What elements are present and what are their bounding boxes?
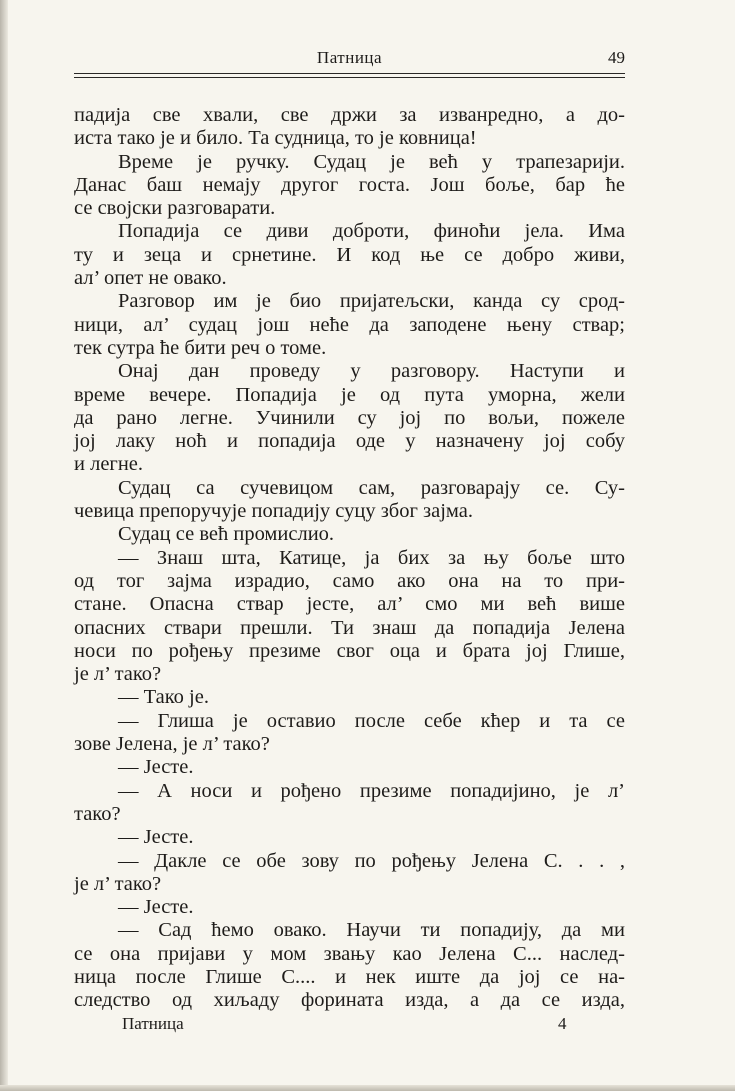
text-line: Данас баш немају другог госта. Још боље, бар ће (74, 173, 625, 196)
running-head (74, 48, 625, 70)
text-line: — Дакле се обе зову по рођењу Јелена С. . . , (118, 849, 625, 872)
text-line: падија све хвали, све држи за изванредно, а до- (74, 104, 625, 126)
text-line: ту и зеца и срнетине. И код ње се добро живи, (74, 243, 625, 266)
text-line: од тог зајма израдио, само ако она на то при- (74, 569, 625, 592)
running-head-title: Патница (316, 48, 383, 67)
text-line: тек сутра ће бити реч о томе. (74, 336, 327, 359)
text-line: Судац са сучевицом сам, разговарају се. Су- (118, 476, 625, 499)
text-line: — Јесте. (118, 826, 194, 849)
text-line: јој лаку ноћ и попадија оде у назначену јој собу (74, 430, 625, 453)
text-line: се својски разговарати. (74, 197, 276, 220)
text-line: следство од хиљаду форината изда, а да се изда, (74, 989, 625, 1012)
text-line: — Знаш шта, Катице, ја бих за њу боље што (118, 546, 625, 569)
text-line: да рано легне. Учинили су јој по вољи, пожеле (74, 406, 625, 429)
text-line: се она пријави у мом звању као Јелена С... наслед- (74, 942, 625, 965)
text-line: Судац се већ промислио. (118, 523, 335, 546)
text-line: стане. Опасна ствар јесте, ал’ смо ми већ више (74, 593, 625, 616)
text-line: носи по рођењу презиме свог оца и брата јој Глише, (74, 639, 625, 662)
text-line: — Сад ћемо овако. Научи ти попадију, да ми (118, 919, 625, 942)
body-text (74, 104, 625, 1013)
signature-number: 4 (558, 1014, 567, 1033)
signature-label: Патница (122, 1014, 184, 1033)
text-line: — Јесте. (118, 756, 194, 779)
page-bottom-edge (0, 1085, 735, 1091)
text-line: је л’ тако? (74, 663, 162, 686)
text-line: опасних ствари прешли. Ти знаш да попадија Јелена (74, 616, 625, 639)
page-gutter-shadow (0, 0, 8, 1091)
text-line: ници, ал’ судац још неће да заподене њену ствар; (74, 313, 625, 336)
header-rule-thin (74, 77, 625, 78)
text-line: Попадија се диви доброти, финоћи јела. Има (118, 220, 625, 243)
text-line: ал’ опет не овако. (74, 267, 227, 290)
text-line: и легне. (74, 453, 144, 476)
page-number: 49 (608, 48, 625, 67)
text-line: тако? (74, 802, 121, 825)
text-line: — Глиша је оставио после себе кћер и та се (118, 709, 625, 732)
text-line: зове Јелена, је л’ тако? (74, 733, 270, 756)
header-rule-thick (74, 73, 625, 74)
text-line: чевица препоручује попадију суцу због зајма. (74, 500, 473, 523)
text-line: — А носи и рођено презиме попадијино, је л’ (118, 779, 625, 802)
text-line: Онај дан проведу у разговору. Наступи и (118, 360, 625, 383)
text-line: време вечере. Попадија је од пута уморна, жели (74, 383, 625, 406)
text-line: Разговор им је био пријатељски, канда су срод- (118, 290, 625, 313)
text-line: Време је ручку. Судац је већ у трапезарији. (118, 150, 625, 173)
text-line: — Јесте. (118, 896, 194, 919)
text-line: — Тако је. (118, 686, 209, 709)
text-line: иста тако је и било. Та судница, то је ковница! (74, 127, 477, 150)
text-line: је л’ тако? (74, 872, 162, 895)
text-line: ница после Глише С.... и нек иште да јој се на- (74, 965, 625, 988)
